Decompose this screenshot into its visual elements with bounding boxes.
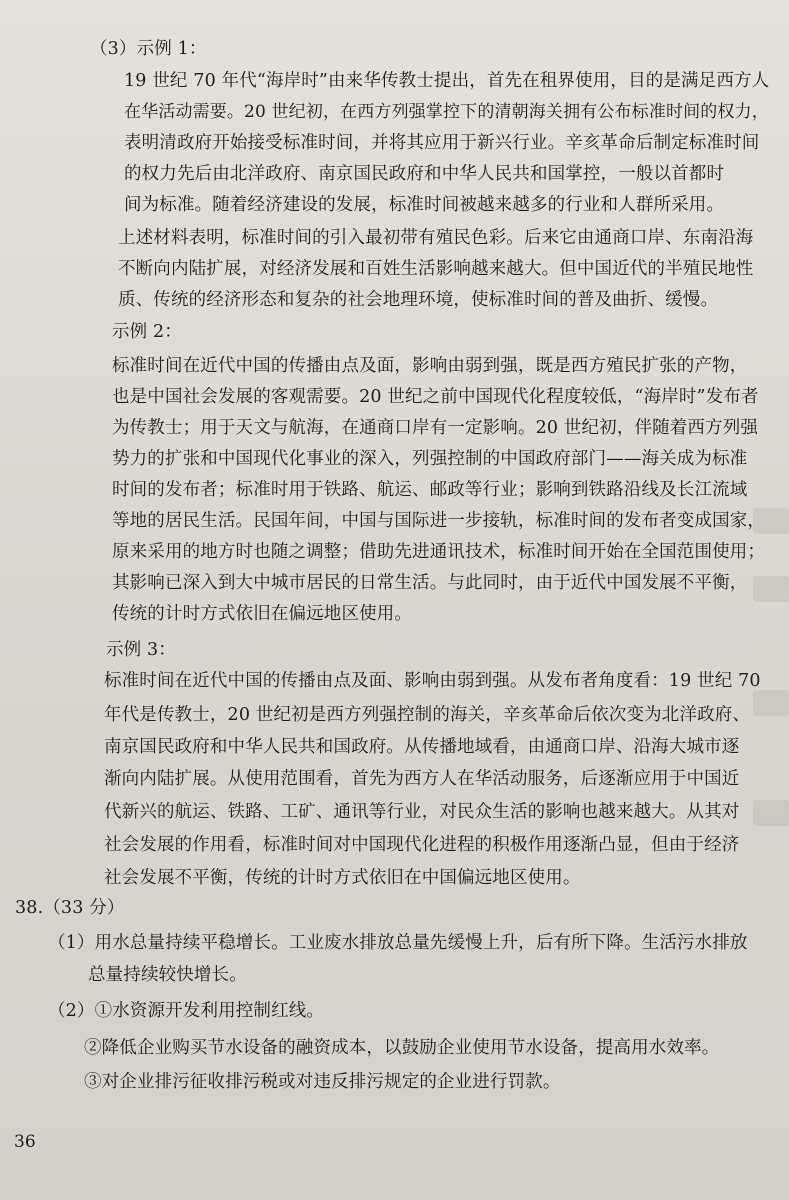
text-line: 的权力先后由北洋政府、南京国民政府和中华人民共和国掌控，一般以首都时 bbox=[124, 164, 725, 184]
bleed-through-mark bbox=[753, 576, 789, 602]
text-line: 总量持续较快增长。 bbox=[88, 965, 247, 985]
text-line: 上述材料表明，标准时间的引入最初带有殖民色彩。后来它由通商口岸、东南沿海 bbox=[118, 228, 754, 248]
text-line: 传统的计时方式依旧在偏远地区使用。 bbox=[112, 604, 413, 624]
text-line: 不断向内陆扩展，对经济发展和百姓生活影响越来越大。但中国近代的半殖民地性 bbox=[118, 259, 754, 279]
bleed-through-mark bbox=[753, 690, 789, 716]
text-line: 渐向内陆扩展。从使用范围看，首先为西方人在华活动服务，后逐渐应用于中国近 bbox=[104, 769, 740, 789]
text-line: 质、传统的经济形态和复杂的社会地理环境，使标准时间的普及曲折、缓慢。 bbox=[118, 290, 719, 310]
text-line: 南京国民政府和中华人民共和国政府。从传播地域看，由通商口岸、沿海大城市逐 bbox=[104, 737, 740, 757]
text-line: 为传教士；用于天文与航海，在通商口岸有一定影响。20 世纪初，伴随着西方列强 bbox=[112, 418, 759, 438]
text-line: 原来采用的地方时也随之调整；借助先进通讯技术，标准时间开始在全国范围使用； bbox=[112, 542, 766, 562]
text-line: 势力的扩张和中国现代化事业的深入，列强控制的中国政府部门——海关成为标准 bbox=[112, 449, 748, 469]
example-2-label: 示例 2： bbox=[112, 322, 182, 342]
text-line: 年代是传教士，20 世纪初是西方列强控制的海关，辛亥革命后依次变为北洋政府、 bbox=[104, 705, 751, 725]
page-number: 36 bbox=[14, 1132, 36, 1152]
text-line: 等地的居民生活。民国年间，中国与国际进一步接轨，标准时间的发布者变成国家， bbox=[112, 511, 766, 531]
text-line: 19 世纪 70 年代“海岸时”由来华传教士提出，首先在租界使用，目的是满足西方人 bbox=[124, 71, 770, 91]
text-line: 在华活动需要。20 世纪初，在西方列强掌控下的清朝海关拥有公布标准时间的权力， bbox=[124, 102, 769, 122]
text-line: 其影响已深入到大中城市居民的日常生活。与此同时，由于近代中国发展不平衡， bbox=[112, 573, 748, 593]
text-line: 社会发展不平衡，传统的计时方式依旧在中国偏远地区使用。 bbox=[104, 868, 581, 888]
text-line: 间为标准。随着经济建设的发展，标准时间被越来越多的行业和人群所采用。 bbox=[124, 195, 725, 215]
text-line: 代新兴的航运、铁路、工矿、通讯等行业，对民众生活的影响也越来越大。从其对 bbox=[104, 802, 740, 822]
text-line: 表明清政府开始接受标准时间，并将其应用于新兴行业。辛亥革命后制定标准时间 bbox=[124, 133, 760, 153]
text-line: 时间的发布者；标准时用于铁路、航运、邮政等行业；影响到铁路沿线及长江流域 bbox=[112, 480, 748, 500]
text-line: 标准时间在近代中国的传播由点及面，影响由弱到强，既是西方殖民扩张的产物， bbox=[112, 356, 748, 376]
text-line: 也是中国社会发展的客观需要。20 世纪之前中国现代化程度较低，“海岸时”发布者 bbox=[112, 387, 759, 407]
text-line: 标准时间在近代中国的传播由点及面、影响由弱到强。从发布者角度看：19 世纪 70 bbox=[104, 671, 761, 691]
bleed-through-mark bbox=[753, 800, 789, 826]
answer-part-2: （2）①水资源开发利用控制红线。 bbox=[48, 1001, 325, 1021]
question-38-heading: 38.（33 分） bbox=[15, 898, 125, 918]
text-line: 社会发展的作用看，标准时间对中国现代化进程的积极作用逐渐凸显，但由于经济 bbox=[104, 835, 740, 855]
text-line: ②降低企业购买节水设备的融资成本，以鼓励企业使用节水设备，提高用水效率。 bbox=[84, 1038, 720, 1058]
example-3-label: 示例 3： bbox=[106, 640, 176, 660]
text-line: ③对企业排污征收排污税或对违反排污规定的企业进行罚款。 bbox=[84, 1072, 561, 1092]
answer-part-1: （1）用水总量持续平稳增长。工业废水排放总量先缓慢上升，后有所下降。生活污水排放 bbox=[48, 933, 748, 953]
example-1-label: （3）示例 1： bbox=[90, 39, 207, 59]
